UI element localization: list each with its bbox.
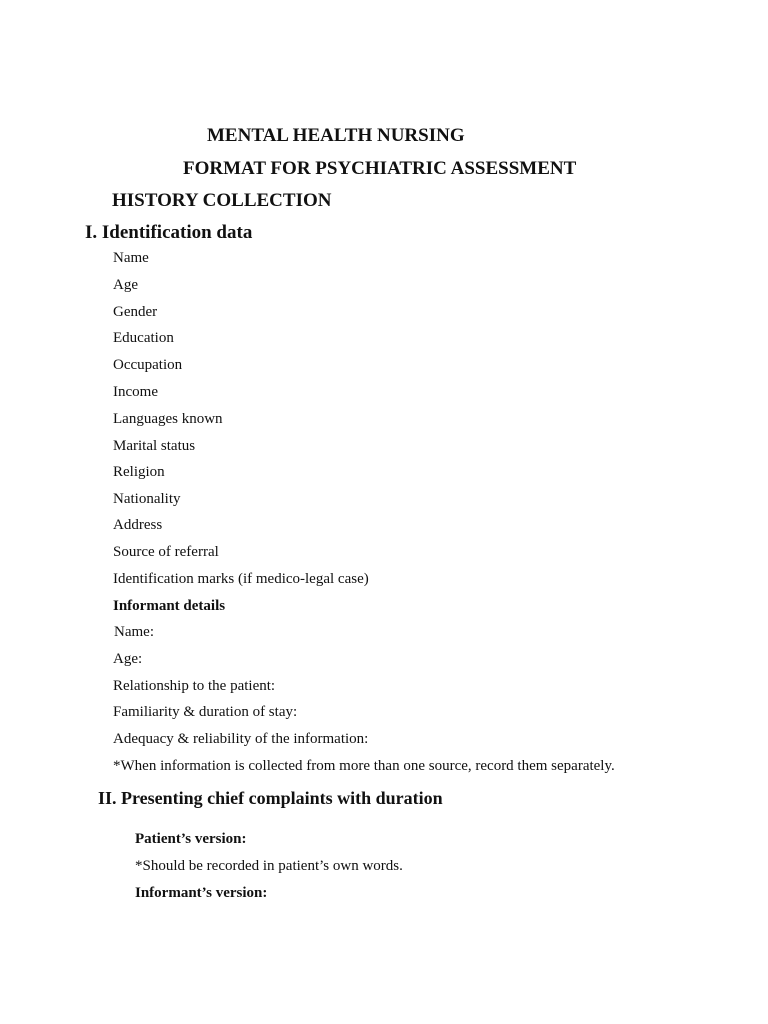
informant-item: Familiarity & duration of stay:	[113, 704, 298, 720]
list-item: Identification marks (if medico-legal case)	[113, 571, 369, 587]
informant-details-heading: Informant details	[113, 598, 226, 614]
list-item: Age	[113, 277, 138, 293]
list-item: Name	[113, 250, 149, 266]
informant-item: Adequacy & reliability of the information:	[113, 731, 369, 747]
list-item: Source of referral	[113, 544, 219, 560]
document-title: MENTAL HEALTH NURSING	[207, 125, 465, 146]
list-item: Gender	[113, 304, 158, 320]
informant-item: Age:	[113, 651, 143, 667]
informant-version-label: Informant’s version:	[135, 885, 268, 901]
list-item: Religion	[113, 464, 165, 480]
patient-version-label: Patient’s version:	[135, 831, 247, 847]
section-heading-history: HISTORY COLLECTION	[112, 190, 332, 211]
section2-heading: II. Presenting chief complaints with duration	[98, 788, 443, 808]
informant-item: Relationship to the patient:	[113, 678, 276, 694]
patient-version-note: *Should be recorded in patient’s own words.	[135, 858, 403, 874]
list-item: Occupation	[113, 357, 183, 373]
list-item: Income	[113, 384, 158, 400]
list-item: Education	[113, 330, 174, 346]
section1-heading: I. Identification data	[85, 222, 253, 243]
multiple-source-note: *When information is collected from more than one source, record them separately.	[113, 758, 615, 774]
list-item: Address	[113, 517, 163, 533]
list-item: Nationality	[113, 491, 181, 507]
list-item: Marital status	[113, 438, 196, 454]
document-subtitle: FORMAT FOR PSYCHIATRIC ASSESSMENT	[183, 158, 577, 179]
informant-item: Name:	[114, 624, 154, 640]
list-item: Languages known	[113, 411, 223, 427]
